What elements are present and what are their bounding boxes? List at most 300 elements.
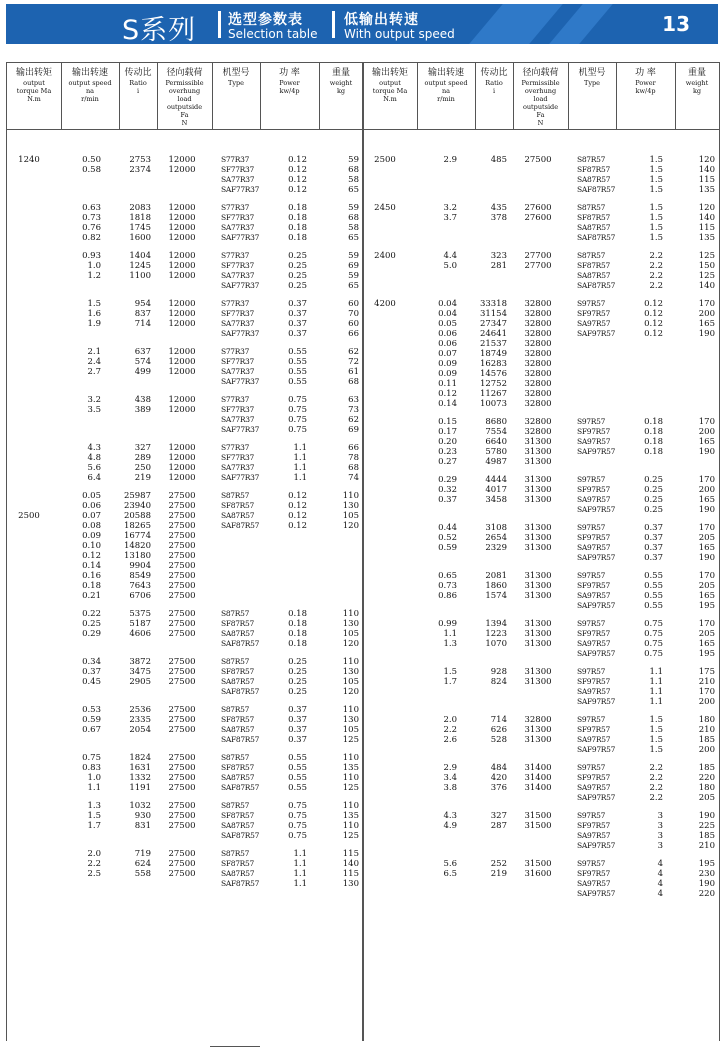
cell-ratio: 2654 [485, 533, 507, 543]
cell-power: 0.37 [288, 725, 307, 735]
cell-ratio: 1824 [129, 753, 151, 763]
cell-ratio: 25987 [123, 491, 151, 501]
cell-overhung-load: 31300 [524, 581, 552, 591]
cell-output-speed: 0.34 [82, 657, 101, 667]
cell-type: SF87R57 [221, 619, 254, 628]
cell-ratio: 6640 [485, 437, 507, 447]
cell-overhung-load: 12000 [168, 261, 196, 271]
cell-weight: 65 [348, 185, 359, 195]
cell-output-speed: 0.59 [82, 715, 101, 725]
cell-power: 2.2 [649, 271, 663, 281]
cell-type: S97R57 [577, 859, 606, 868]
cell-overhung-load: 31300 [524, 725, 552, 735]
column-header-en: torque Ma [372, 87, 408, 95]
cell-type: SAF77R37 [221, 233, 260, 242]
column-header-cn: 输出转速 [427, 68, 464, 78]
cell-type: S97R57 [577, 811, 606, 820]
column-header-en: overhung [168, 87, 201, 95]
cell-type: SAF87R57 [221, 687, 260, 696]
cell-type: SA87R57 [577, 223, 611, 232]
cell-type: S77R37 [221, 299, 250, 308]
cell-type: SF97R57 [577, 773, 610, 782]
cell-ratio: 1394 [485, 619, 507, 629]
cell-output-speed: 0.08 [82, 521, 101, 531]
cell-power: 0.55 [288, 347, 307, 357]
column-header-cn: 功 率 [635, 68, 656, 78]
cell-power: 1.5 [649, 185, 663, 195]
cell-output-speed: 0.37 [82, 667, 101, 677]
cell-weight: 180 [698, 715, 715, 725]
cell-overhung-load: 31400 [524, 783, 552, 793]
cell-overhung-load: 27500 [168, 715, 196, 725]
cell-output-speed: 4.8 [87, 453, 101, 463]
cell-output-speed: 0.59 [438, 543, 457, 553]
cell-overhung-load: 31300 [524, 667, 552, 677]
cell-overhung-load: 27500 [168, 783, 196, 793]
cell-ratio: 831 [134, 821, 151, 831]
cell-type: SA87R57 [221, 677, 255, 686]
cell-power: 0.25 [288, 687, 307, 697]
cell-weight: 69 [348, 261, 359, 271]
cell-power: 0.12 [288, 175, 307, 185]
cell-power: 0.37 [288, 319, 307, 329]
cell-overhung-load: 12000 [168, 405, 196, 415]
cell-overhung-load: 27500 [168, 677, 196, 687]
cell-type: S97R57 [577, 417, 606, 426]
cell-output-speed: 0.73 [82, 213, 101, 223]
cell-output-torque: 2500 [374, 155, 396, 165]
cell-overhung-load: 32800 [524, 399, 552, 409]
cell-output-speed: 1.5 [87, 299, 101, 309]
cell-output-speed: 0.82 [82, 233, 101, 243]
cell-ratio: 1245 [129, 261, 151, 271]
cell-ratio: 4987 [485, 457, 507, 467]
column-header-power [616, 67, 675, 95]
cell-weight: 150 [698, 261, 715, 271]
cell-ratio: 33318 [479, 299, 507, 309]
cell-ratio: 1404 [129, 251, 151, 261]
cell-weight: 62 [348, 347, 359, 357]
cell-power: 1.5 [649, 155, 663, 165]
cell-output-speed: 6.5 [443, 869, 457, 879]
cell-overhung-load: 27500 [168, 591, 196, 601]
column-header-en: N.m [383, 95, 397, 103]
cell-power: 2.2 [649, 783, 663, 793]
cell-overhung-load: 27600 [524, 213, 552, 223]
cell-power: 1.5 [649, 175, 663, 185]
cell-output-speed: 5.0 [443, 261, 457, 271]
cell-type: SA97R57 [577, 591, 611, 600]
cell-ratio: 289 [134, 453, 151, 463]
cell-output-speed: 0.73 [438, 581, 457, 591]
cell-type: S97R57 [577, 475, 606, 484]
cell-weight: 59 [348, 271, 359, 281]
cell-overhung-load: 12000 [168, 223, 196, 233]
cell-power: 0.12 [288, 155, 307, 165]
cell-power: 1.1 [293, 453, 307, 463]
cell-output-speed: 0.44 [438, 523, 457, 533]
cell-power: 1.5 [649, 735, 663, 745]
cell-weight: 185 [698, 763, 715, 773]
cell-type: SF87R57 [577, 165, 610, 174]
cell-output-speed: 1.5 [87, 811, 101, 821]
cell-overhung-load: 27500 [168, 581, 196, 591]
cell-type: SF77R37 [221, 357, 254, 366]
cell-type: SAF97R57 [577, 793, 616, 802]
cell-power: 3 [657, 841, 663, 851]
cell-weight: 125 [342, 783, 359, 793]
cell-ratio: 2374 [129, 165, 151, 175]
cell-output-speed: 1.2 [87, 271, 101, 281]
cell-overhung-load: 27500 [168, 491, 196, 501]
cell-weight: 205 [698, 629, 715, 639]
cell-type: SAF97R57 [577, 745, 616, 754]
cell-type: S97R57 [577, 763, 606, 772]
cell-overhung-load: 27500 [168, 763, 196, 773]
cell-weight: 165 [698, 319, 715, 329]
cell-overhung-load: 12000 [168, 443, 196, 453]
cell-ratio: 327 [490, 811, 507, 821]
cell-weight: 115 [698, 223, 715, 233]
cell-weight: 165 [698, 437, 715, 447]
cell-overhung-load: 27500 [168, 511, 196, 521]
column-header-output-speed [61, 67, 119, 103]
cell-type: SF87R57 [577, 261, 610, 270]
column-header-en: outputside [166, 103, 203, 111]
cell-power: 0.75 [288, 821, 307, 831]
cell-output-speed: 0.58 [82, 165, 101, 175]
cell-power: 0.75 [288, 415, 307, 425]
cell-power: 0.55 [288, 377, 307, 387]
cell-output-speed: 0.14 [82, 561, 101, 571]
cell-power: 0.18 [644, 427, 663, 437]
column-header-cn: 输出转矩 [371, 68, 408, 78]
cell-type: SF97R57 [577, 581, 610, 590]
cell-overhung-load: 31300 [524, 485, 552, 495]
cell-type: S87R57 [577, 251, 606, 260]
cell-overhung-load: 27600 [524, 203, 552, 213]
cell-type: SAF87R57 [577, 233, 616, 242]
cell-overhung-load: 27500 [168, 501, 196, 511]
cell-weight: 230 [698, 869, 715, 879]
cell-power: 1.1 [293, 849, 307, 859]
cell-overhung-load: 27500 [168, 849, 196, 859]
cell-weight: 205 [698, 533, 715, 543]
column-header-en: N [181, 119, 188, 127]
cell-overhung-load: 27500 [168, 773, 196, 783]
cell-weight: 135 [698, 185, 715, 195]
cell-output-speed: 0.25 [82, 619, 101, 629]
cell-weight: 205 [698, 793, 715, 803]
cell-type: SAF87R57 [221, 879, 260, 888]
cell-power: 0.12 [288, 491, 307, 501]
column-header-output-speed [417, 67, 475, 103]
cell-weight: 190 [698, 329, 715, 339]
column-header-en: Permissible [165, 79, 204, 87]
cell-weight: 140 [698, 165, 715, 175]
cell-overhung-load: 12000 [168, 473, 196, 483]
cell-power: 1.1 [293, 879, 307, 889]
cell-power: 0.55 [288, 367, 307, 377]
cell-type: S77R37 [221, 443, 250, 452]
cell-ratio: 954 [134, 299, 151, 309]
column-header-en: output speed [424, 79, 468, 87]
cell-type: S97R57 [577, 523, 606, 532]
cell-output-speed: 0.93 [82, 251, 101, 261]
cell-weight: 200 [698, 309, 715, 319]
cell-power: 0.37 [288, 735, 307, 745]
cell-ratio: 5780 [485, 447, 507, 457]
cell-output-speed: 0.63 [82, 203, 101, 213]
title-en: Selection table [228, 27, 318, 41]
cell-output-speed: 1.3 [87, 801, 101, 811]
cell-weight: 225 [698, 821, 715, 831]
cell-weight: 220 [698, 889, 715, 899]
cell-ratio: 250 [134, 463, 151, 473]
cell-overhung-load: 32800 [524, 389, 552, 399]
cell-power: 0.18 [644, 417, 663, 427]
cell-overhung-load: 31500 [524, 821, 552, 831]
cell-weight: 170 [698, 687, 715, 697]
cell-power: 2.2 [649, 281, 663, 291]
cell-power: 0.75 [644, 639, 663, 649]
cell-weight: 140 [698, 213, 715, 223]
cell-overhung-load: 12000 [168, 395, 196, 405]
cell-weight: 60 [348, 319, 359, 329]
column-header-en: Ratio [129, 79, 147, 87]
cell-type: SAF77R37 [221, 185, 260, 194]
column-header-power [260, 67, 319, 95]
cell-output-speed: 5.6 [443, 859, 457, 869]
cell-output-speed: 2.6 [443, 735, 457, 745]
cell-ratio: 3458 [485, 495, 507, 505]
cell-overhung-load: 27500 [168, 551, 196, 561]
cell-weight: 125 [698, 251, 715, 261]
cell-power: 0.25 [288, 657, 307, 667]
cell-type: SA97R57 [577, 495, 611, 504]
cell-weight: 68 [348, 463, 359, 473]
cell-weight: 190 [698, 811, 715, 821]
header-divider [218, 11, 221, 38]
cell-weight: 130 [342, 501, 359, 511]
cell-overhung-load: 31300 [524, 591, 552, 601]
cell-power: 1.5 [649, 715, 663, 725]
cell-overhung-load: 32800 [524, 299, 552, 309]
cell-type: SA77R37 [221, 367, 255, 376]
cell-type: SF97R57 [577, 725, 610, 734]
cell-output-speed: 0.09 [438, 369, 457, 379]
cell-output-speed: 0.14 [438, 399, 457, 409]
cell-type: SA97R57 [577, 783, 611, 792]
cell-type: SA97R57 [577, 639, 611, 648]
cell-type: S87R57 [577, 203, 606, 212]
cell-type: S97R57 [577, 571, 606, 580]
cell-weight: 59 [348, 155, 359, 165]
cell-output-torque: 1240 [18, 155, 40, 165]
cell-type: SF77R37 [221, 453, 254, 462]
cell-weight: 68 [348, 213, 359, 223]
cell-output-speed: 2.5 [87, 869, 101, 879]
cell-power: 1.1 [293, 859, 307, 869]
cell-power: 1.1 [293, 463, 307, 473]
cell-type: SA77R37 [221, 319, 255, 328]
cell-output-speed: 0.06 [438, 339, 457, 349]
cell-weight: 61 [348, 367, 359, 377]
cell-output-speed: 0.07 [82, 511, 101, 521]
cell-overhung-load: 12000 [168, 155, 196, 165]
cell-ratio: 27347 [479, 319, 507, 329]
cell-weight: 58 [348, 175, 359, 185]
cell-power: 0.55 [288, 357, 307, 367]
cell-power: 4 [657, 889, 663, 899]
cell-type: SAF97R57 [577, 889, 616, 898]
cell-ratio: 1191 [129, 783, 151, 793]
cell-weight: 120 [698, 203, 715, 213]
cell-overhung-load: 12000 [168, 357, 196, 367]
cell-power: 1.5 [649, 745, 663, 755]
cell-overhung-load: 31600 [524, 869, 552, 879]
cell-power: 0.12 [644, 309, 663, 319]
cell-overhung-load: 31300 [524, 619, 552, 629]
cell-weight: 135 [698, 233, 715, 243]
cell-overhung-load: 32800 [524, 417, 552, 427]
cell-power: 0.55 [288, 773, 307, 783]
cell-output-speed: 0.21 [82, 591, 101, 601]
cell-weight: 200 [698, 427, 715, 437]
header-stripe [469, 4, 563, 44]
cell-ratio: 574 [134, 357, 151, 367]
cell-overhung-load: 32800 [524, 379, 552, 389]
column-header-cn: 功 率 [279, 68, 300, 78]
cell-weight: 110 [342, 609, 359, 619]
cell-type: S87R57 [221, 609, 250, 618]
cell-type: S77R37 [221, 347, 250, 356]
cell-overhung-load: 32800 [524, 427, 552, 437]
cell-ratio: 24641 [479, 329, 507, 339]
cell-power: 0.75 [288, 811, 307, 821]
cell-type: SAF97R57 [577, 841, 616, 850]
cell-weight: 130 [342, 667, 359, 677]
cell-type: SA77R37 [221, 415, 255, 424]
cell-output-speed: 0.12 [438, 389, 457, 399]
cell-power: 4 [657, 879, 663, 889]
cell-power: 0.75 [644, 629, 663, 639]
cell-power: 0.18 [288, 639, 307, 649]
cell-weight: 195 [698, 649, 715, 659]
cell-overhung-load: 12000 [168, 453, 196, 463]
cell-ratio: 376 [490, 783, 507, 793]
cell-power: 0.37 [288, 299, 307, 309]
cell-type: SF77R37 [221, 261, 254, 270]
cell-output-speed: 0.11 [438, 379, 457, 389]
cell-weight: 74 [348, 473, 359, 483]
cell-type: SAF87R57 [221, 521, 260, 530]
cell-weight: 120 [342, 687, 359, 697]
cell-output-speed: 0.32 [438, 485, 457, 495]
cell-ratio: 824 [490, 677, 507, 687]
column-header-en: Power [635, 79, 656, 87]
column-header-en: Type [583, 79, 600, 87]
cell-power: 0.25 [644, 485, 663, 495]
cell-ratio: 389 [134, 405, 151, 415]
cell-type: SA97R57 [577, 437, 611, 446]
cell-power: 2.2 [649, 773, 663, 783]
cell-ratio: 18265 [123, 521, 151, 531]
cell-ratio: 499 [134, 367, 151, 377]
cell-weight: 120 [342, 521, 359, 531]
cell-overhung-load: 12000 [168, 251, 196, 261]
column-header-en: Ratio [485, 79, 503, 87]
table-left [6, 62, 364, 1041]
cell-output-speed: 0.16 [82, 571, 101, 581]
cell-overhung-load: 27500 [168, 725, 196, 735]
cell-type: S77R37 [221, 395, 250, 404]
cell-ratio: 1070 [485, 639, 507, 649]
cell-type: SF97R57 [577, 309, 610, 318]
cell-type: S87R57 [221, 801, 250, 810]
column-header-cn: 传动比 [480, 68, 508, 78]
cell-overhung-load: 31300 [524, 677, 552, 687]
cell-output-speed: 0.18 [82, 581, 101, 591]
cell-ratio: 14820 [123, 541, 151, 551]
cell-type: SF87R57 [221, 763, 254, 772]
cell-type: SAF97R57 [577, 649, 616, 658]
cell-weight: 195 [698, 859, 715, 869]
cell-output-speed: 0.07 [438, 349, 457, 359]
cell-power: 0.25 [288, 251, 307, 261]
cell-ratio: 1631 [129, 763, 151, 773]
cell-weight: 72 [348, 357, 359, 367]
column-header-cn: 径向载荷 [166, 68, 203, 78]
cell-weight: 115 [342, 849, 359, 859]
cell-output-speed: 1.3 [443, 639, 457, 649]
cell-type: SA77R37 [221, 463, 255, 472]
column-header-cn: 传动比 [124, 68, 152, 78]
cell-weight: 66 [348, 443, 359, 453]
cell-power: 0.37 [644, 523, 663, 533]
cell-output-speed: 0.52 [438, 533, 457, 543]
cell-weight: 200 [698, 485, 715, 495]
cell-weight: 165 [698, 639, 715, 649]
cell-power: 0.37 [288, 309, 307, 319]
cell-overhung-load: 27500 [524, 155, 552, 165]
cell-power: 0.18 [288, 203, 307, 213]
cell-overhung-load: 27500 [168, 561, 196, 571]
cell-ratio: 438 [134, 395, 151, 405]
cell-ratio: 1332 [129, 773, 151, 783]
cell-power: 0.75 [288, 831, 307, 841]
cell-power: 0.37 [644, 553, 663, 563]
cell-type: SA87R57 [221, 773, 255, 782]
cell-power: 1.1 [293, 473, 307, 483]
cell-power: 0.55 [644, 571, 663, 581]
column-header-en: output [379, 79, 401, 87]
column-header-en: torque Ma [16, 87, 52, 95]
cell-power: 0.18 [288, 213, 307, 223]
column-header-en: outputside [522, 103, 559, 111]
column-header-en: kg [336, 87, 346, 95]
cell-weight: 73 [348, 405, 359, 415]
cell-ratio: 485 [490, 155, 507, 165]
cell-power: 2.2 [649, 763, 663, 773]
cell-weight: 60 [348, 299, 359, 309]
cell-power: 0.18 [288, 233, 307, 243]
cell-output-speed: 0.05 [438, 319, 457, 329]
column-header-cn: 重量 [687, 68, 706, 78]
cell-ratio: 281 [490, 261, 507, 271]
cell-overhung-load: 27500 [168, 541, 196, 551]
cell-type: SF97R57 [577, 821, 610, 830]
